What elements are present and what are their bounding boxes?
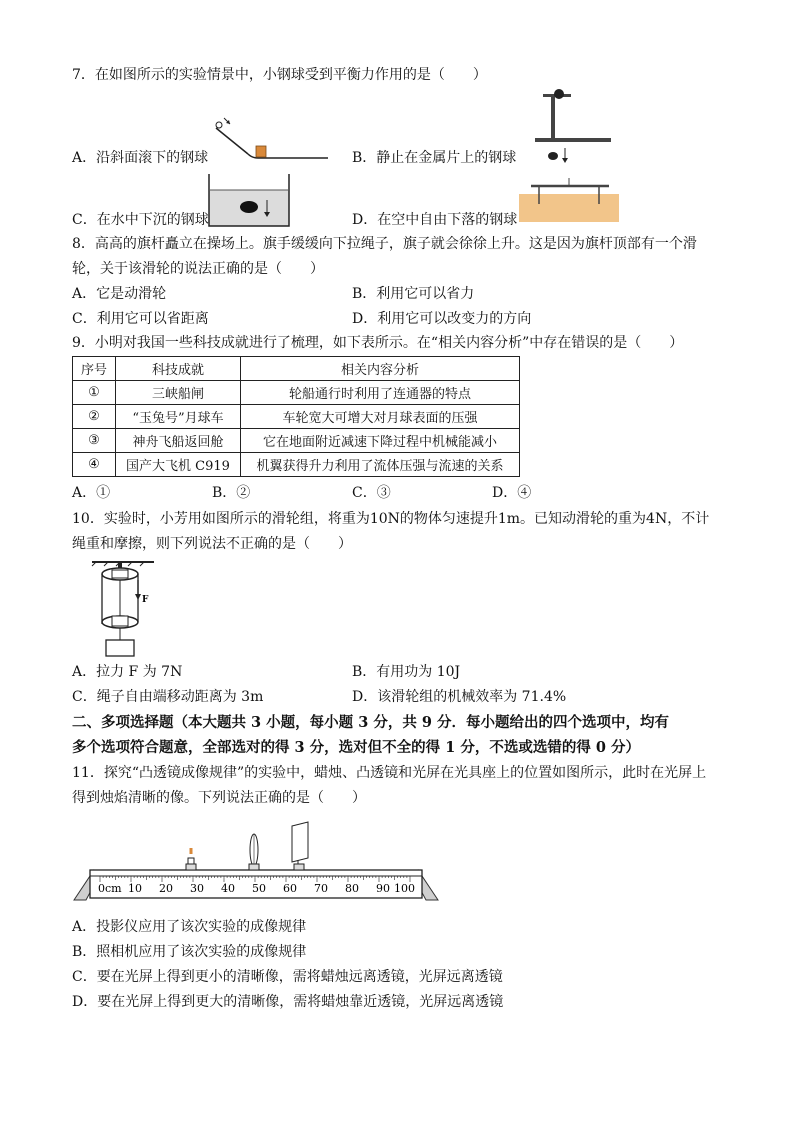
ruler-label: 30 (190, 882, 204, 895)
table-cell: 神舟飞船返回舱 (116, 429, 241, 453)
force-label: F (142, 595, 149, 605)
q10-option-c: C．绳子自由端移动距离为 3m (72, 689, 264, 705)
q11-option-c: C．要在光屏上得到更小的清晰像，需将蜡烛远离透镜，光屏远离透镜 (72, 969, 503, 985)
table-cell: 三峡船闸 (116, 381, 241, 405)
ruler-label: 20 (159, 882, 173, 895)
q8-option-b: B．利用它可以省力 (352, 286, 475, 302)
ruler-label: 70 (314, 882, 328, 895)
q11-stem-line1: 11．探究“凸透镜成像规律”的实验中，蜡烛、凸透镜和光屏在光具座上的位置如图所示，此时在光屏上 (72, 765, 707, 781)
ruler-label: 80 (345, 882, 359, 895)
q7-figure-a (210, 112, 330, 164)
ruler-label: 100 (394, 882, 415, 895)
table-row (73, 453, 520, 477)
table-cell: ③ (73, 429, 116, 453)
ruler-label: 50 (252, 882, 266, 895)
q8-option-c: C．利用它可以省距离 (72, 311, 209, 327)
q9-option-d: D．④ (492, 485, 532, 501)
q10-option-a: A．拉力 F 为 7N (72, 664, 183, 680)
table-cell: 轮船通行时利用了连通器的特点 (241, 381, 520, 405)
ruler-label: 0cm (98, 882, 122, 895)
q7-figure-d (517, 178, 621, 224)
table-cell: “玉兔号”月球车 (116, 405, 241, 429)
q7-option-b: B．静止在金属片上的钢球 (352, 150, 517, 166)
ruler-label: 60 (283, 882, 297, 895)
table-cell: ① (73, 381, 116, 405)
table-header: 相关内容分析 (241, 357, 520, 381)
q9-option-b: B．② (212, 485, 251, 501)
section-heading-line2: 多个选项符合题意，全部选对的得 3 分，选对但不全的得 1 分，不选或选错的得 0 分） (72, 739, 641, 756)
table-header: 序号 (73, 357, 116, 381)
table-cell: 它在地面附近减速下降过程中机械能减小 (241, 429, 520, 453)
q9-stem: 9．小明对我国一些科技成就进行了梳理，如下表所示。在“相关内容分析”中存在错误的是（ ） (72, 335, 684, 351)
q7-option-c: C．在水中下沉的钢球 (72, 212, 209, 228)
q11-option-d: D．要在光屏上得到更大的清晰像，需将蜡烛靠近透镜，光屏远离透镜 (72, 994, 504, 1010)
ruler-label: 10 (128, 882, 142, 895)
table-row (73, 381, 520, 405)
q8-option-a: A．它是动滑轮 (72, 286, 167, 302)
q11-stem-line2: 得到烛焰清晰的像。下列说法正确的是（ ） (72, 790, 366, 806)
q11-option-a: A．投影仪应用了该次实验的成像规律 (72, 919, 307, 935)
table-cell: ② (73, 405, 116, 429)
q10-stem-line1: 10．实验时，小芳用如图所示的滑轮组，将重为10N的物体匀速提升1m。已知动滑轮的重为4N，不计 (72, 511, 710, 527)
q7-option-d: D．在空中自由下落的钢球 (352, 212, 518, 228)
table-cell: ④ (73, 453, 116, 477)
table-row (73, 405, 520, 429)
table-cell: 车轮宽大可增大对月球表面的压强 (241, 405, 520, 429)
q7-figure-c (207, 172, 291, 228)
table-header: 科技成就 (116, 357, 241, 381)
q9-option-a: A．① (72, 485, 111, 501)
q10-option-d: D．该滑轮组的机械效率为 71.4% (352, 689, 567, 705)
q10-stem-line2: 绳重和摩擦，则下列说法不正确的是（ ） (72, 536, 352, 552)
q11-optical-bench-figure (72, 820, 442, 904)
q11-option-b: B．照相机应用了该次实验的成像规律 (72, 944, 307, 960)
table-cell: 国产大飞机 C919 (116, 453, 241, 477)
q7-option-a: A．沿斜面滚下的钢球 (72, 150, 209, 166)
ruler-label: 90 (376, 882, 390, 895)
q9-table (72, 356, 520, 477)
q9-option-c: C．③ (352, 485, 391, 501)
q7-figure-b (515, 88, 615, 168)
table-cell: 机翼获得升力利用了流体压强与流速的关系 (241, 453, 520, 477)
table-header-row (73, 357, 520, 381)
q10-pulley-figure (88, 560, 168, 658)
q8-stem-line2: 轮，关于该滑轮的说法正确的是（ ） (72, 261, 324, 277)
table-row (73, 429, 520, 453)
section-heading-line1: 二、多项选择题（本大题共 3 小题，每小题 3 分，共 9 分．每小题给出的四个选项中，均有 (72, 714, 670, 731)
q8-option-d: D．利用它可以改变力的方向 (352, 311, 532, 327)
q7-stem: 7．在如图所示的实验情景中，小钢球受到平衡力作用的是（ ） (72, 67, 487, 83)
ruler-label: 40 (221, 882, 235, 895)
q8-stem-line1: 8．高高的旗杆矗立在操场上。旗手缓缓向下拉绳子，旗子就会徐徐上升。这是因为旗杆顶部有一个滑 (72, 236, 697, 252)
q10-option-b: B．有用功为 10J (352, 664, 461, 680)
